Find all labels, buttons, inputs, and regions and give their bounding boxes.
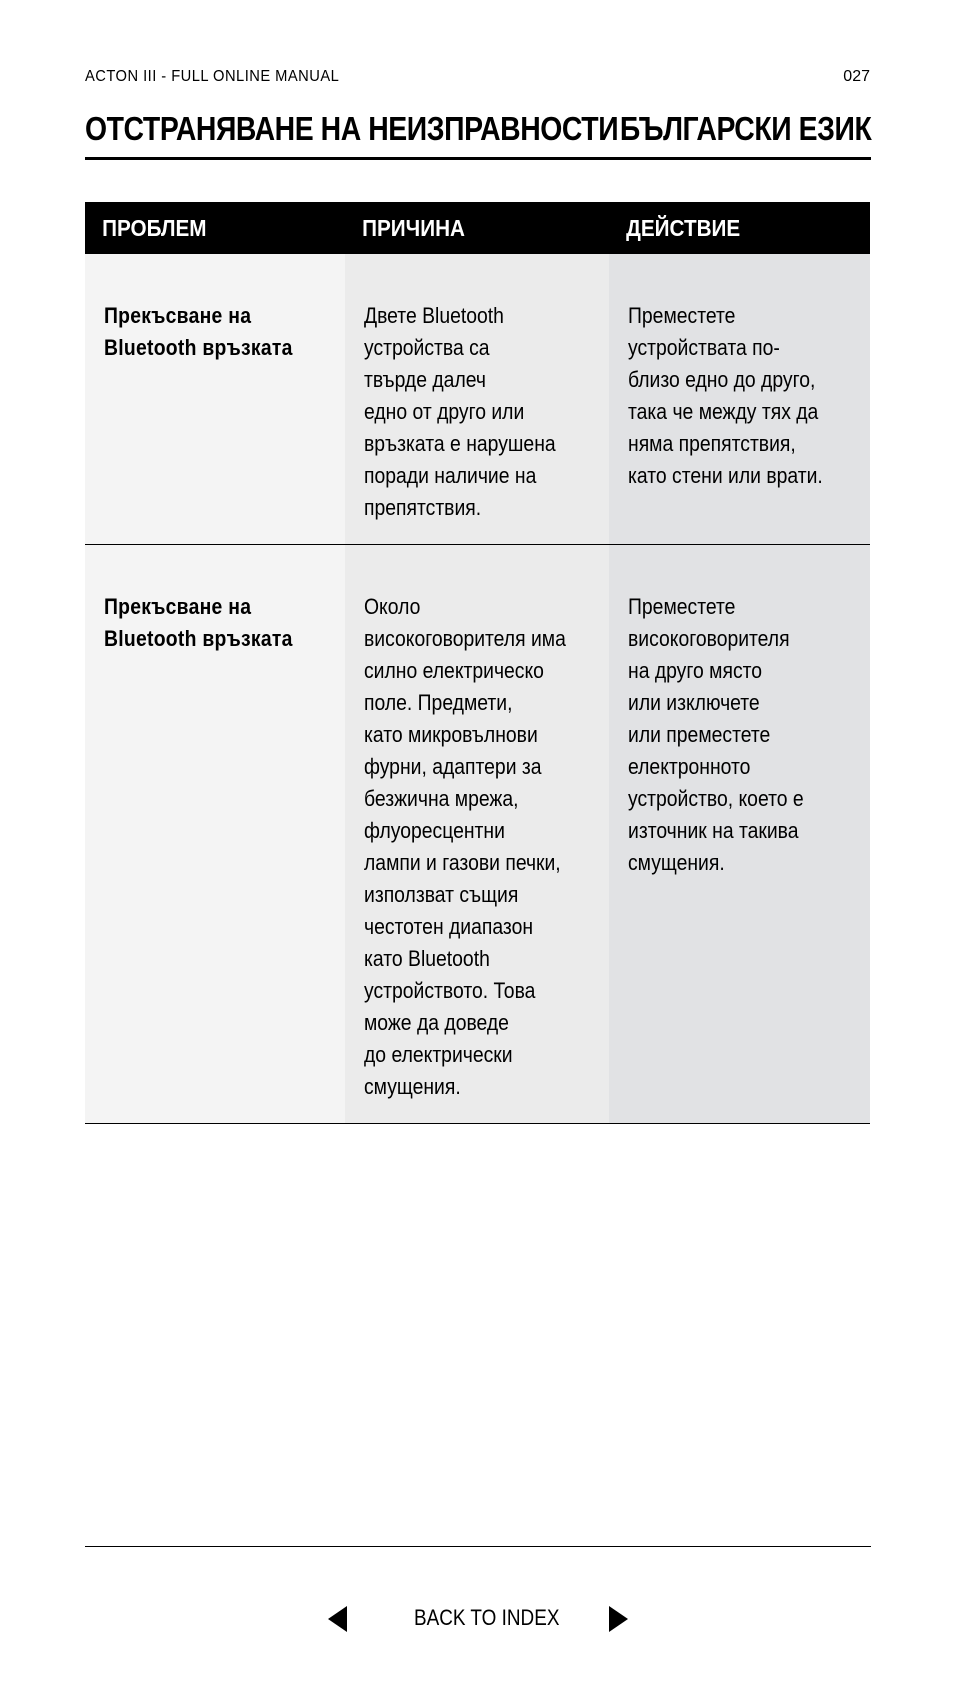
triangle-right-icon[interactable] <box>609 1606 628 1632</box>
column-header-action: ДЕЙСТВИЕ <box>626 215 741 241</box>
problem-text: Прекъсване на Bluetooth връзката <box>104 594 293 651</box>
problem-cell <box>85 545 345 1123</box>
column-header-problem: ПРОБЛЕМ <box>102 215 207 241</box>
action-text: Преместете устройствата по- близо едно до друго, така че между тях да няма препятствия, като стени или врати. <box>628 303 823 488</box>
action-cell <box>609 545 870 1123</box>
page-number: 027 <box>843 68 870 85</box>
section-title: ОТСТРАНЯВАНЕ НА НЕИЗПРАВНОСТИ <box>85 110 619 147</box>
document-label: ACTON III - FULL ONLINE MANUAL <box>85 68 340 85</box>
cause-text: Двете Bluetooth устройства са твърде далеч едно от друго или връзката е нарушена поради наличие на препятствия. <box>364 303 556 520</box>
triangle-left-icon[interactable] <box>328 1606 347 1632</box>
action-cell <box>609 254 870 544</box>
problem-cell <box>85 254 345 544</box>
table-row <box>85 254 870 545</box>
title-row <box>85 105 871 160</box>
problem-text: Прекъсване на Bluetooth връзката <box>104 303 293 360</box>
language-title: БЪЛГАРСКИ ЕЗИК <box>619 110 871 147</box>
cause-cell <box>345 545 609 1123</box>
troubleshooting-table <box>85 202 870 1124</box>
cause-cell <box>345 254 609 544</box>
table-header <box>85 202 870 254</box>
cause-text: Около високоговорителя има силно електрическо поле. Предмети, като микровълнови фурни, адаптери за безжична мрежа, флуоресцентни лампи и газови печки, използват същия честотен диапазон като Bluetooth устройството. Това може да доведе до електрически смущения. <box>364 594 566 1099</box>
table-row <box>85 545 870 1124</box>
back-to-index-link[interactable]: BACK TO INDEX <box>414 1605 560 1630</box>
column-header-cause: ПРИЧИНА <box>362 215 465 241</box>
footer-divider <box>85 1546 871 1547</box>
action-text: Преместете високоговорителя на друго място или изключете или преместете електронното устройство, което е източник на такива смущения. <box>628 594 804 875</box>
